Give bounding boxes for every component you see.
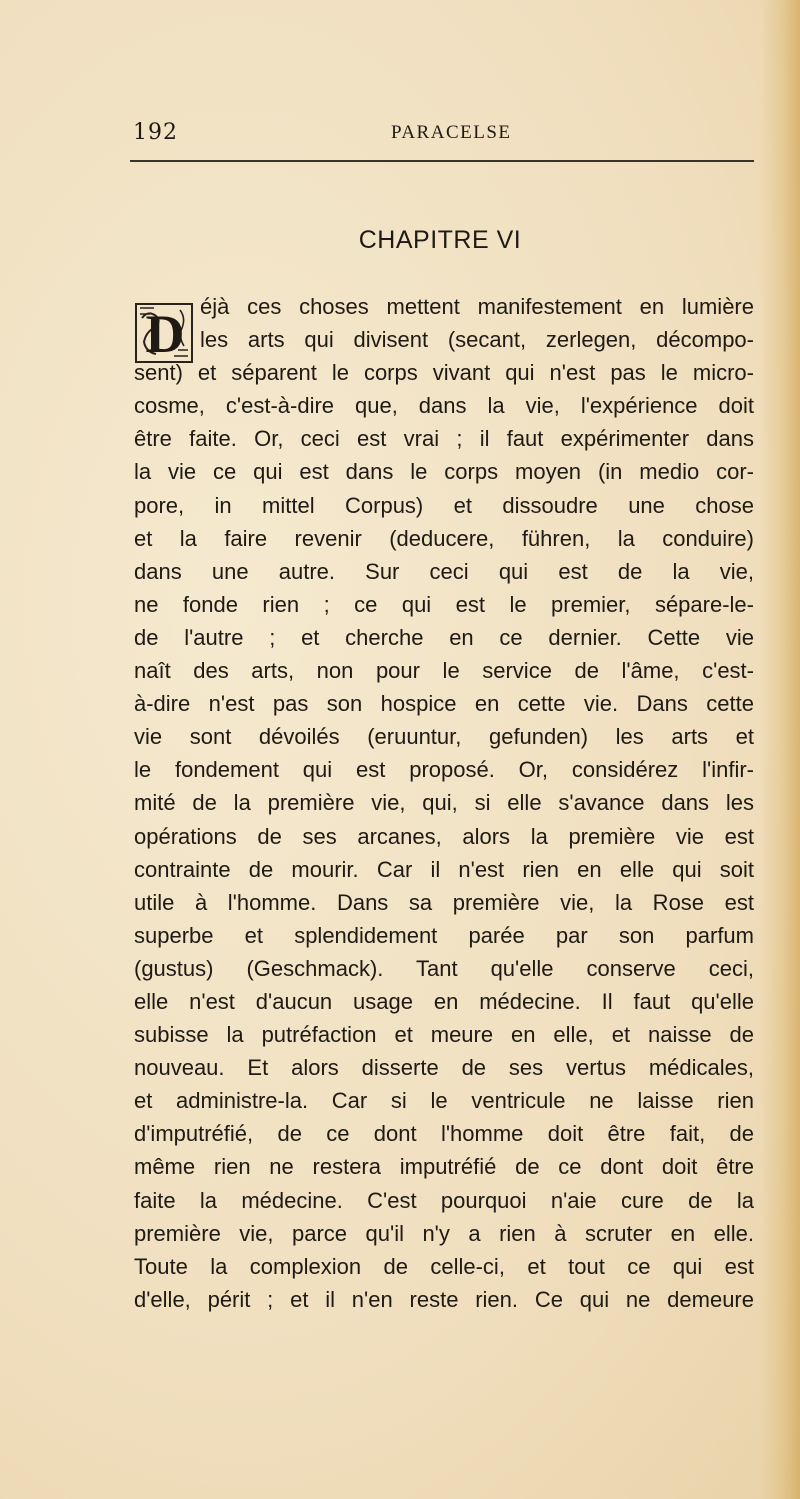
text-line: éjà ces choses mettent manifestement en lumière: [200, 294, 754, 319]
body-text: [134, 290, 754, 1316]
text-line: les arts qui divisent (secant, zerlegen, décompo-: [200, 327, 754, 353]
text-line: la vie ce qui est dans le corps moyen (in medio cor-: [134, 459, 754, 485]
text-line: et la faire revenir (deducere, führen, la conduire): [134, 525, 754, 551]
text-line: et administre-la. Car si le ventricule ne laisse rien: [134, 1088, 754, 1114]
page-edge-shading: [760, 0, 800, 1499]
text-line: de l'autre ; et cherche en ce dernier. Cette vie: [134, 624, 754, 650]
text-line: vie sont dévoilés (eruuntur, gefunden) les arts et: [134, 724, 754, 750]
text-line: être faite. Or, ceci est vrai ; il faut expérimenter dans: [134, 426, 754, 452]
text-line: faite la médecine. C'est pourquoi n'aie cure de la: [134, 1187, 754, 1213]
text-line: dans une autre. Sur ceci qui est de la vie,: [134, 558, 754, 584]
text-line: d'imputréfié, de ce dont l'homme doit être fait, de: [134, 1121, 754, 1147]
text-line: sent) et séparent le corps vivant qui n'est pas le micro-: [134, 360, 754, 386]
text-line: mité de la première vie, qui, si elle s'avance dans les: [134, 790, 754, 816]
text-line: contrainte de mourir. Car il n'est rien en elle qui soit: [134, 856, 754, 882]
text-line: ne fonde rien ; ce qui est le premier, sépare-le-: [134, 591, 754, 617]
text-line: même rien ne restera imputréfié de ce dont doit être: [134, 1154, 754, 1180]
text-line: utile à l'homme. Dans sa première vie, la Rose est: [134, 889, 754, 915]
page-number: 192: [133, 120, 178, 145]
text-line: elle n'est d'aucun usage en médecine. Il faut qu'elle: [134, 988, 754, 1014]
text-line: (gustus) (Geschmack). Tant qu'elle conserve ceci,: [134, 955, 754, 981]
drop-cap-letter: D: [145, 304, 185, 364]
page-header: [133, 120, 753, 160]
text-line: opérations de ses arcanes, alors la première vie est: [134, 823, 754, 849]
text-line: le fondement qui est proposé. Or, considérez l'infir-: [134, 757, 754, 783]
text-line: superbe et splendidement parée par son parfum: [134, 922, 754, 948]
text-line: à-dire n'est pas son hospice en cette vie. Dans cette: [134, 691, 754, 717]
text-line: première vie, parce qu'il n'y a rien à scruter en elle.: [134, 1220, 754, 1246]
text-line: nouveau. Et alors disserte de ses vertus médicales,: [134, 1055, 754, 1081]
chapter-title: CHAPITRE VI: [358, 226, 522, 254]
text-line: naît des arts, non pour le service de l'âme, c'est-: [134, 658, 754, 684]
text-line: subisse la putréfaction et meure en elle, et naisse de: [134, 1022, 754, 1048]
text-line: Toute la complexion de celle-ci, et tout ce qui est: [134, 1253, 754, 1279]
text-line: cosme, c'est-à-dire que, dans la vie, l'expérience doit: [134, 393, 754, 419]
text-line: pore, in mittel Corpus) et dissoudre une chose: [134, 492, 754, 518]
header-rule: [130, 160, 754, 162]
text-line: d'elle, périt ; et il n'en reste rien. Ce qui ne demeure: [134, 1286, 754, 1312]
running-title: PARACELSE: [391, 122, 512, 143]
